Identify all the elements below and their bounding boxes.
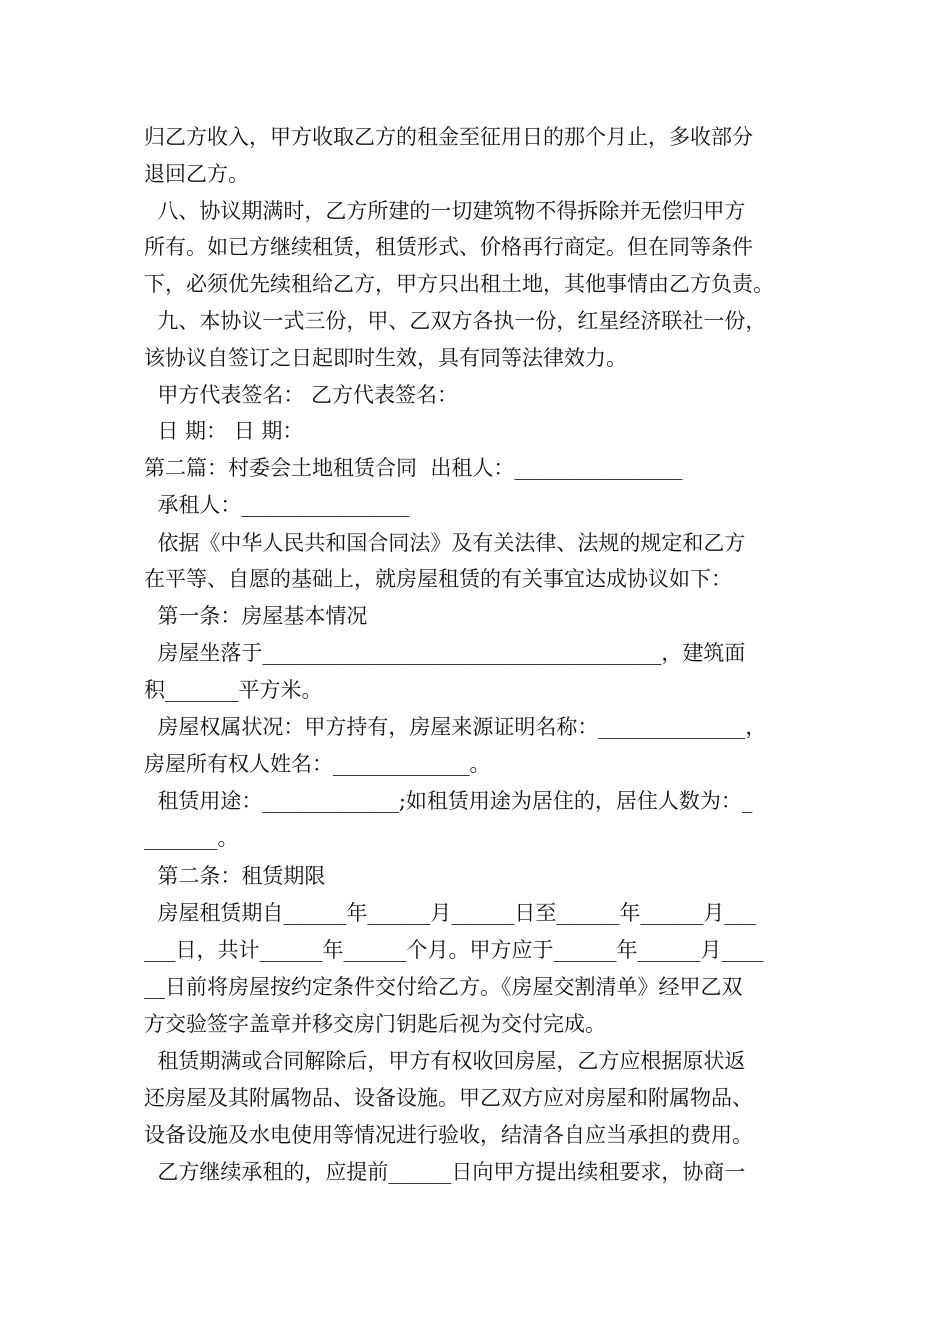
- text-line: ___日，共计______年______个月。甲方应于______年______月____: [144, 938, 764, 962]
- text-line: 还房屋及其附属物品、设备设施。甲乙双方应对房屋和附属物品、: [144, 1086, 753, 1110]
- text-line: 房屋所有权人姓名：_____________。: [144, 752, 491, 776]
- text-line: 乙方继续承租的，应提前______日向甲方提出续租要求，协商一: [144, 1160, 746, 1184]
- text-line: 退回乙方。: [144, 162, 249, 186]
- text-line: 八、协议期满时，乙方所建的一切建筑物不得拆除并无偿归甲方: [144, 199, 746, 223]
- text-line: 承租人：________________: [144, 493, 410, 517]
- text-line: _______。: [144, 826, 239, 850]
- text-line: 方交验签字盖章并移交房门钥匙后视为交付完成。: [144, 1012, 606, 1036]
- clause-heading: 第二条：租赁期限: [144, 864, 326, 888]
- text-line: 归乙方收入，甲方收取乙方的租金至征用日的那个月止，多收部分: [144, 125, 753, 149]
- text-line: 房屋坐落于______________________________________，建筑面: [144, 641, 746, 665]
- text-line: 租赁用途：_____________;如租赁用途为居住的，居住人数为：_: [144, 789, 753, 813]
- text-line: 下，必须优先续租给乙方，甲方只出租土地，其他事情由乙方负责。: [144, 272, 774, 296]
- section-title: 第二篇：村委会土地租赁合同 出租人：________________: [144, 456, 683, 480]
- clause-heading: 第一条：房屋基本情况: [144, 604, 368, 628]
- text-line: 租赁期满或合同解除后，甲方有权收回房屋，乙方应根据原状返: [144, 1049, 746, 1073]
- text-line: 积_______平方米。: [144, 678, 323, 702]
- text-line: 房屋权属状况：甲方持有，房屋来源证明名称：______________，: [144, 715, 767, 739]
- text-line: 依据《中华人民共和国合同法》及有关法律、法规的规定和乙方: [144, 531, 746, 555]
- text-line: 所有。如已方继续租赁，租赁形式、价格再行商定。但在同等条件: [144, 235, 753, 259]
- text-line: 九、本协议一式三份，甲、乙双方各执一份，红星经济联社一份，: [144, 309, 767, 333]
- text-line: 设备设施及水电使用等情况进行验收，结清各自应当承担的费用。: [144, 1123, 753, 1147]
- text-line: 房屋租赁期自______年______月______日至______年______月___: [144, 901, 756, 925]
- date-line: 日 期： 日 期：: [144, 419, 304, 443]
- text-line: 在平等、自愿的基础上，就房屋租赁的有关事宜达成协议如下：: [144, 567, 732, 591]
- signature-line: 甲方代表签名： 乙方代表签名：: [144, 383, 459, 407]
- text-line: 该协议自签订之日起即时生效，具有同等法律效力。: [144, 346, 627, 370]
- text-line: __日前将房屋按约定条件交付给乙方。《房屋交割清单》经甲乙双: [144, 975, 743, 999]
